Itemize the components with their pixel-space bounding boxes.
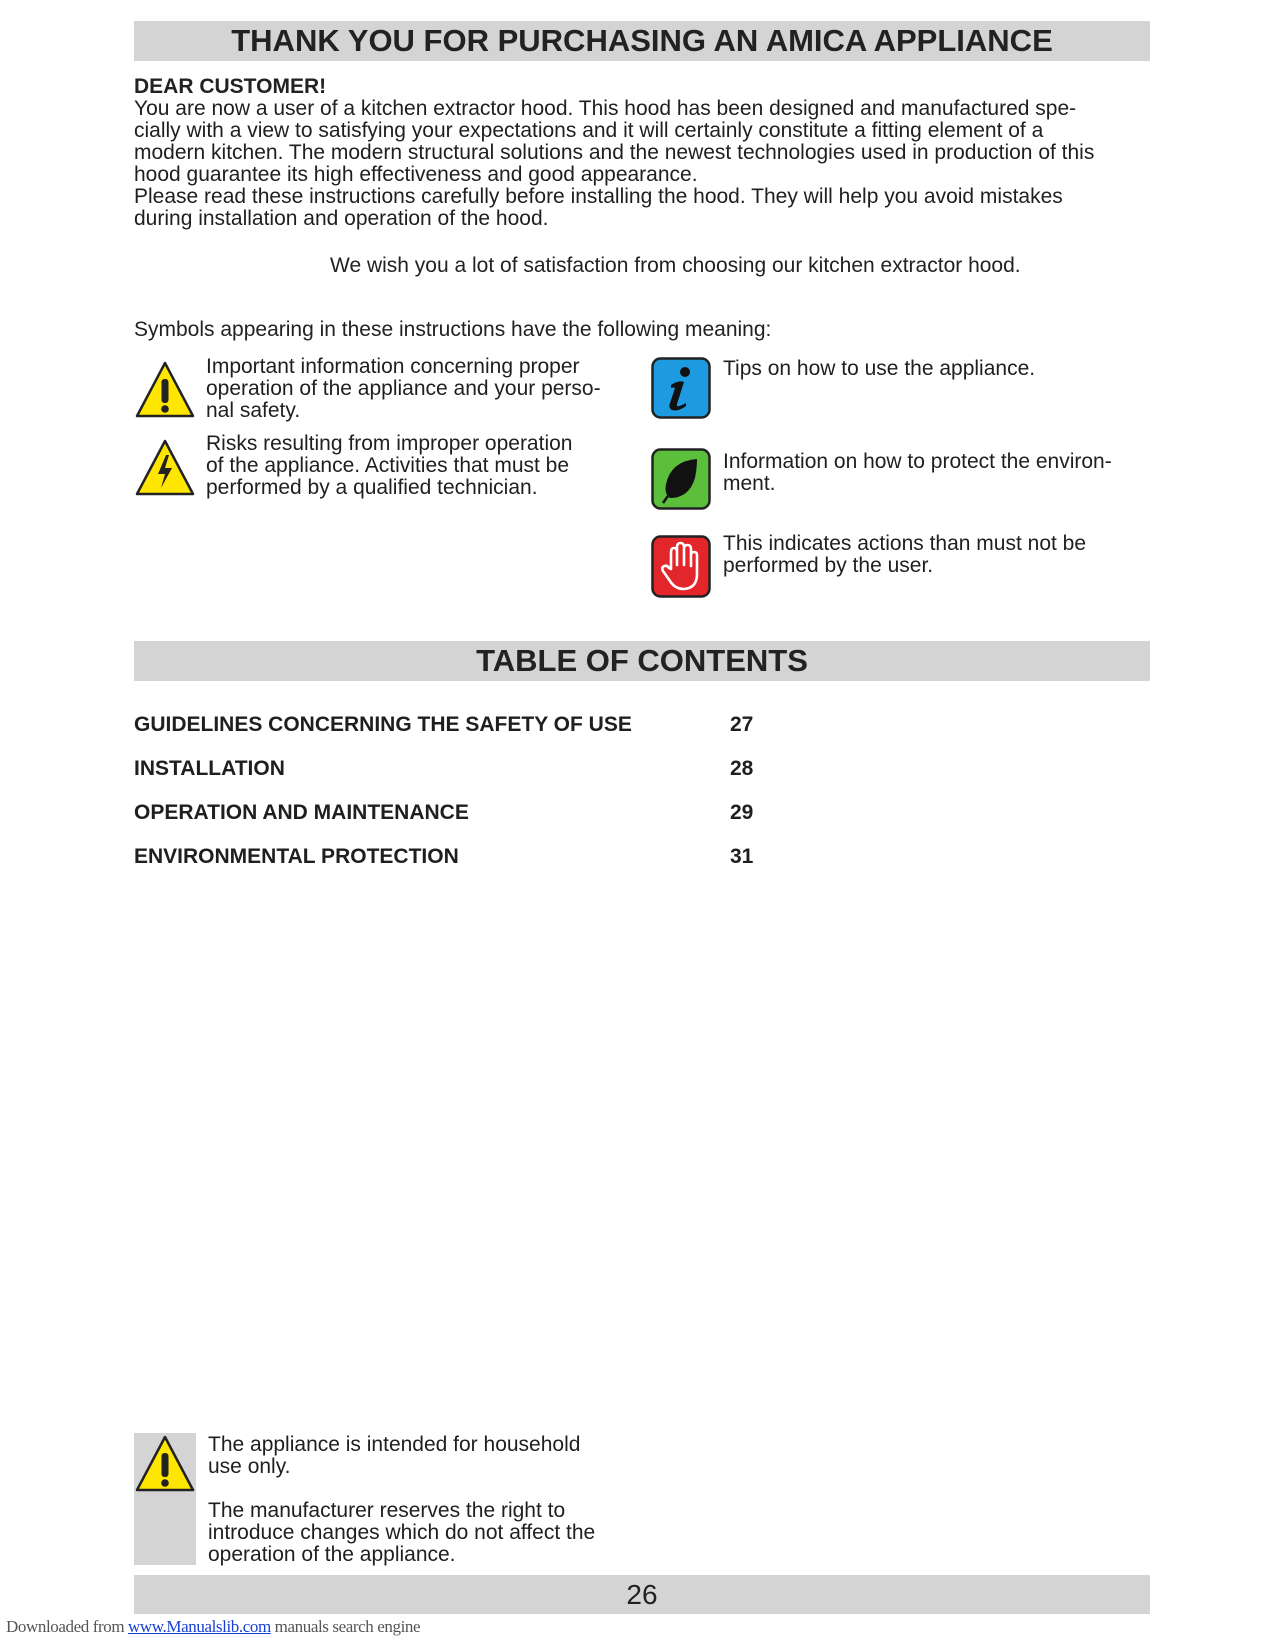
intro-line: modern kitchen. The modern structural solutions and the newest technologies used in production of this (134, 141, 1095, 164)
download-footer (6, 1617, 420, 1637)
page-title: THANK YOU FOR PURCHASING AN AMICA APPLIANCE (134, 21, 1150, 61)
intro-line: Please read these instructions carefully before installing the hood. They will help you avoid mistakes (134, 185, 1063, 208)
toc-item-label[interactable]: INSTALLATION (134, 757, 285, 780)
footnote-changes (208, 1500, 595, 1566)
description-line: Important information concerning proper (206, 355, 580, 378)
footnote-line: The manufacturer reserves the right to (208, 1499, 566, 1522)
download-prefix: Downloaded from (6, 1617, 129, 1636)
prohibited-description (723, 533, 1086, 577)
description-line: Risks resulting from improper operation (206, 432, 573, 455)
intro-line: during installation and operation of the hood. (134, 207, 549, 230)
footnote-household (208, 1434, 580, 1478)
description-line: Tips on how to use the appliance. (723, 357, 1036, 380)
greeting: DEAR CUSTOMER! (134, 75, 327, 98)
symbols-intro: Symbols appearing in these instructions have the following meaning: (134, 318, 772, 341)
intro-line: You are now a user of a kitchen extractor hood. This hood has been designed and manufactured spe- (134, 97, 1077, 120)
description-line: nal safety. (206, 399, 301, 422)
toc-item-label[interactable]: OPERATION AND MAINTENANCE (134, 801, 469, 824)
warning-description (206, 356, 601, 422)
description-line: operation of the appliance and your perso- (206, 377, 601, 400)
toc-item-label[interactable]: ENVIRONMENTAL PROTECTION (134, 845, 459, 868)
electric-hazard-icon (134, 437, 196, 499)
manualslib-link[interactable]: www.Manualslib.com (128, 1617, 271, 1636)
footnote-line: The appliance is intended for household (208, 1433, 581, 1456)
leaf-icon (651, 448, 711, 510)
download-suffix: manuals search engine (270, 1617, 421, 1636)
toc-item-label[interactable]: GUIDELINES CONCERNING THE SAFETY OF USE (134, 713, 632, 736)
footnote-line: use only. (208, 1455, 291, 1478)
intro-line: cially with a view to satisfying your expectations and it will certainly constitute a fitting element of a (134, 119, 1044, 142)
warning-icon (134, 359, 196, 421)
description-line: performed by the user. (723, 554, 934, 577)
toc-item-page[interactable]: 29 (730, 801, 754, 824)
toc-item-page[interactable]: 31 (730, 845, 754, 868)
intro-line: hood guarantee its high effectiveness and good appearance. (134, 163, 698, 186)
stop-hand-icon (651, 535, 711, 598)
description-line: Information on how to protect the environ- (723, 450, 1112, 473)
description-line: ment. (723, 472, 776, 495)
description-line: of the appliance. Activities that must be (206, 454, 570, 477)
description-line: performed by a qualified technician. (206, 476, 538, 499)
environment-description (723, 451, 1112, 495)
warning-icon (134, 1433, 196, 1495)
electric-description (206, 433, 572, 499)
toc-title: TABLE OF CONTENTS (134, 641, 1150, 681)
info-description (723, 358, 1035, 380)
page-number: 26 (134, 1575, 1150, 1614)
info-icon (651, 357, 711, 419)
footnote-line: introduce changes which do not affect the (208, 1521, 596, 1544)
wish-text: We wish you a lot of satisfaction from choosing our kitchen extractor hood. (330, 254, 1021, 277)
toc-item-page[interactable]: 27 (730, 713, 754, 736)
footnote-line: operation of the appliance. (208, 1543, 456, 1566)
description-line: This indicates actions than must not be (723, 532, 1087, 555)
toc-item-page[interactable]: 28 (730, 757, 754, 780)
